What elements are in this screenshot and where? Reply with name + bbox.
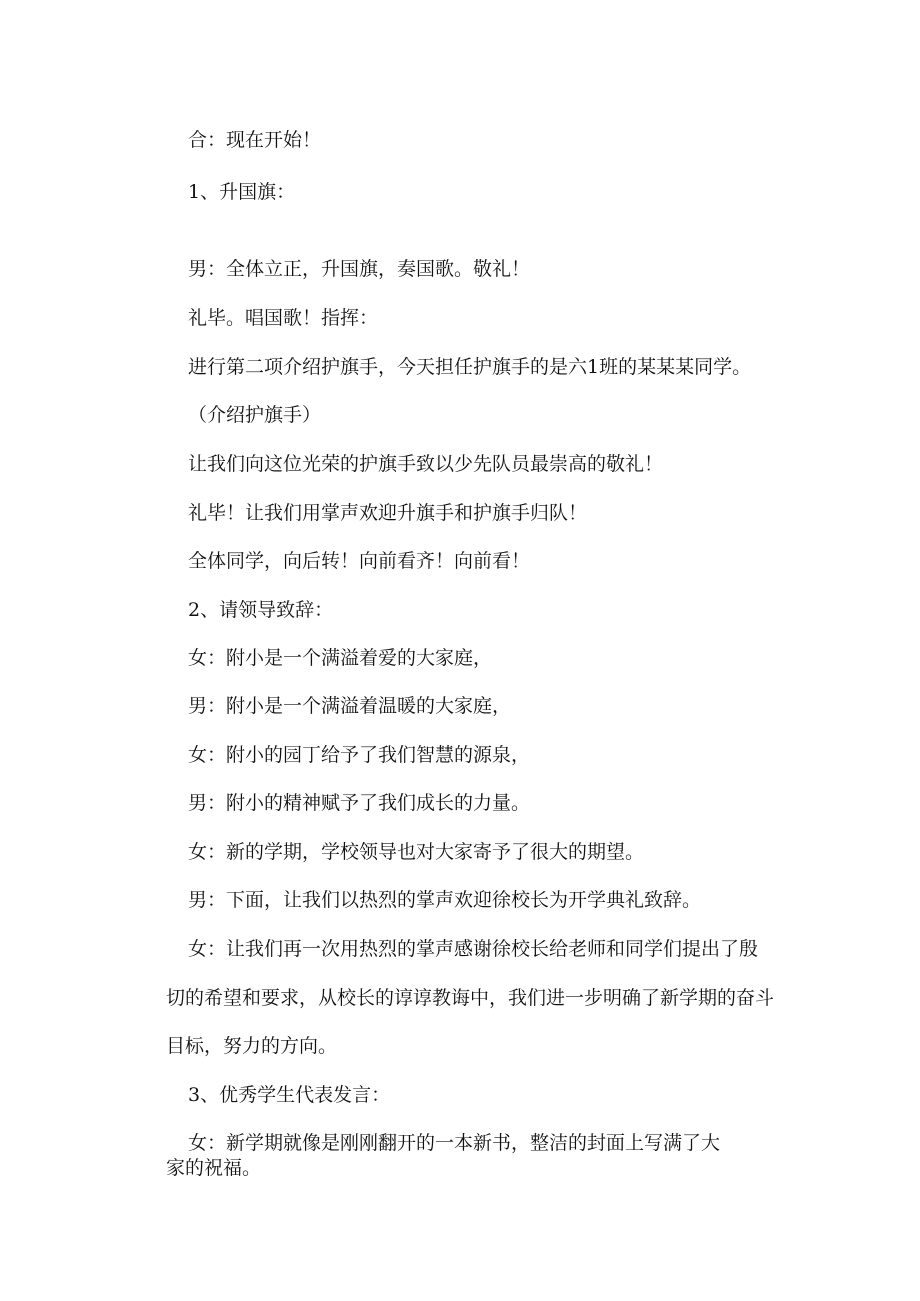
text-line: 让我们向这位光荣的护旗手致以少先队员最崇高的敬礼！ (188, 453, 664, 475)
paragraph-line: 女：新学期就像是刚刚翻开的一本新书，整洁的封面上写满了大 (188, 1132, 721, 1154)
section-heading-raise-flag: 1、升国旗： (188, 181, 296, 203)
paragraph-line: 目标，努力的方向。 (166, 1035, 338, 1057)
text-line: 全体同学，向后转！向前看齐！向前看！ (188, 550, 531, 572)
text-line: 男：全体立正，升国旗，奏国歌。敬礼！ (188, 258, 531, 280)
text-line: 礼毕！让我们用掌声欢迎升旗手和护旗手归队！ (188, 502, 588, 524)
text-line: 礼毕。唱国歌！指挥： (188, 307, 379, 329)
paragraph-line: 家的祝福。 (166, 1157, 262, 1179)
paragraph-new-term (166, 1131, 721, 1180)
section-heading-leader-speech: 2、请领导致辞： (188, 599, 334, 621)
text-line: 男：附小的精神赋予了我们成长的力量。 (188, 792, 531, 814)
text-line: 男：下面，让我们以热烈的掌声欢迎徐校长为开学典礼致辞。 (188, 889, 702, 911)
paragraph-line: 女：让我们再一次用热烈的掌声感谢徐校长给老师和同学们提出了殷 (188, 938, 759, 960)
paragraph-line: 切的希望和要求，从校长的谆谆教诲中，我们进一步明确了新学期的奋斗 (166, 987, 775, 1009)
text-line: 男：附小是一个满溢着温暖的大家庭， (188, 695, 512, 717)
paragraph-thanks (166, 937, 775, 1058)
text-line: 女：新的学期，学校领导也对大家寄予了很大的期望。 (188, 841, 645, 863)
text-line: （介绍护旗手） (188, 404, 322, 426)
text-line: 女：附小的园丁给予了我们智慧的源泉， (188, 744, 531, 766)
text-line: 女：附小是一个满溢着爱的大家庭， (188, 647, 493, 669)
text-line: 合：现在开始！ (188, 129, 322, 151)
section-heading-student-speech: 3、优秀学生代表发言： (188, 1084, 391, 1106)
text-line: 进行第二项介绍护旗手，今天担任护旗手的是六1班的某某某同学。 (188, 356, 752, 378)
